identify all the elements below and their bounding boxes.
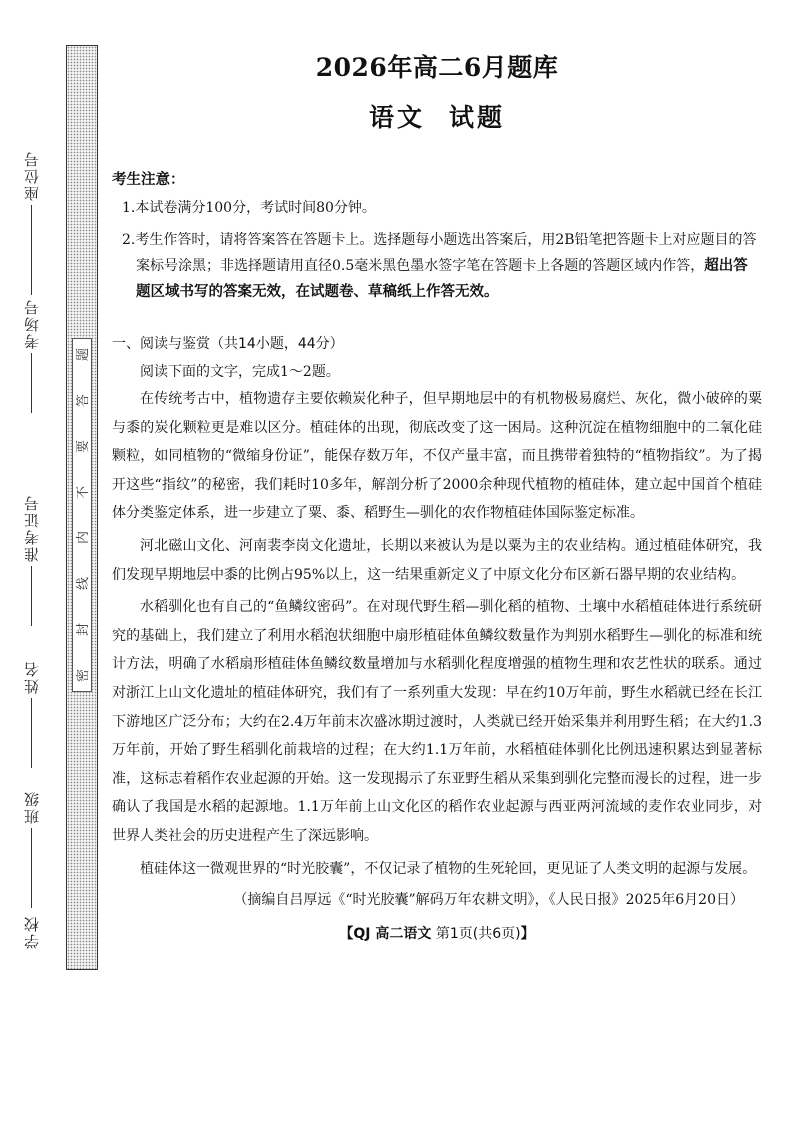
seal-char: 线 [76, 577, 92, 591]
footer-label: 【QJ 高二语文 [339, 926, 432, 943]
seat-number-field [8, 150, 54, 295]
seal-char: 答 [76, 393, 92, 407]
passage-paragraph: 在传统考古中，植物遗存主要依赖炭化种子，但早期地层中的有机物极易腐烂、灰化，微小破碎的粟与黍的炭化颗粒更是难以区分。植硅体的出现，彻底改变了这一困局。这种沉淀在植物细胞中的二氧化硅颗粒，如同植物的“微缩身份证”，能保存数万年，不仅产量丰富，而且携带着独特的“植物指纹”。为了揭开这些“指纹”的秘密，我们耗时10多年，解剖分析了2000余种现代植物的植硅体，建立起中国首个植硅体分类鉴定体系，进一步建立了粟、黍、稻野生—驯化的农作物植硅体国际鉴定标准。 [112, 391, 762, 522]
source-citation: （摘编自吕厚远《“时光胶囊”解码万年农耕文明》，《人民日报》2025年6月20日） [233, 892, 744, 909]
seal-char: 封 [76, 623, 92, 637]
name-label: 姓名 [22, 660, 41, 694]
reading-instruction: 阅读下面的文字，完成1～2题。 [140, 364, 340, 380]
seal-char: 不 [76, 485, 92, 499]
subject-name: 语文 [368, 103, 425, 132]
name-field [8, 660, 54, 768]
exam-subtitle [112, 98, 762, 134]
exam-room-line [31, 353, 32, 413]
exam-room-label: 考场号 [22, 298, 41, 349]
binding-margin [0, 0, 60, 1132]
seal-char: 要 [76, 439, 92, 453]
footer-close: 】 [520, 926, 535, 943]
admission-number-line [31, 566, 32, 626]
exam-title: 2026年高二6月题库 [315, 53, 559, 82]
seal-notice-box [72, 338, 92, 692]
class-line [31, 828, 32, 908]
admission-number-label: 准考证号 [22, 494, 41, 562]
name-line [31, 698, 32, 768]
school-label: 学校 [22, 915, 41, 949]
seal-char: 题 [76, 347, 92, 362]
page-footer [112, 923, 762, 943]
candidate-notice [112, 168, 762, 305]
school-field [8, 915, 54, 949]
passage-paragraph: 河北磁山文化、河南裴李岗文化遗址，长期以来被认为是以粟为主的农业结构。通过植硅体研究，我们发现早期地层中黍的比例占95%以上，这一结果重新定义了中原文化分布区新石器早期的农业结构。 [112, 537, 762, 583]
notice-heading: 考生注意： [112, 172, 185, 188]
seat-number-line [31, 205, 32, 295]
seal-char: 内 [76, 531, 92, 545]
paper-type: 试题 [449, 103, 506, 132]
class-label: 班级 [22, 790, 41, 824]
seal-char: 密 [76, 668, 92, 682]
passage-paragraph: 水稻驯化也有自己的“鱼鳞纹密码”。在对现代野生稻—驯化稻的植物、土壤中水稻植硅体进行系统研究的基础上，我们建立了利用水稻泡状细胞中扇形植硅体鱼鳞纹数量作为判别水稻野生—驯化的标准和统计方法，明确了水稻扇形植硅体鱼鳞纹数量增加与水稻驯化程度增强的植物生理和农艺性状的联系。通过对浙江上山文化遗址的植硅体研究，我们有了一系列重大发现：早在约10万年前，野生水稻就已经在长江下游地区广泛分布；大约在2.4万年前末次盛冰期过渡时，人类就已经开始采集并利用野生稻；在大约1.3万年前，开始了野生稻驯化前栽培的过程；在大约1.1万年前，水稻植硅体驯化比例迅速积累达到显著标准，这标志着稻作农业起源的开始。这一发现揭示了东亚野生稻从采集到驯化完整而漫长的过程，进一步确认了我国是水稻的起源地。1.1万年前上山文化区的稻作农业起源与西亚两河流域的麦作农业同步，对世界人类社会的历史进程产生了深远影响。 [112, 599, 762, 844]
exam-room-field [8, 298, 54, 413]
section-heading: 一、阅读与鉴赏（共14小题，44分） [112, 336, 344, 352]
page-number: 第1页(共6页) [435, 926, 521, 943]
notice-item-text: 2.考生作答时，请将答案答在答题卡上。选择题每小题选出答案后，用2B铅笔把答题卡上对应题目的答案标号涂黑；非选择题请用直径0.5毫米黑色墨水签字笔在答题卡上各题的答题区域内作答， [122, 232, 757, 274]
class-field [8, 790, 54, 908]
notice-item-warning: 超出答题区域书写的答案无效，在试题卷、草稿纸上作答无效。 [136, 258, 748, 300]
passage-paragraph: 植硅体这一微观世界的“时光胶囊”，不仅记录了植物的生死轮回，更见证了人类文明的起源与发展。 [140, 860, 757, 877]
seat-number-label: 座位号 [22, 150, 41, 201]
notice-item [122, 227, 762, 305]
reading-passage [112, 385, 762, 883]
notice-item: 1.本试卷满分100分，考试时间80分钟。 [122, 200, 376, 216]
exam-page [112, 40, 762, 943]
admission-number-field [8, 494, 54, 626]
